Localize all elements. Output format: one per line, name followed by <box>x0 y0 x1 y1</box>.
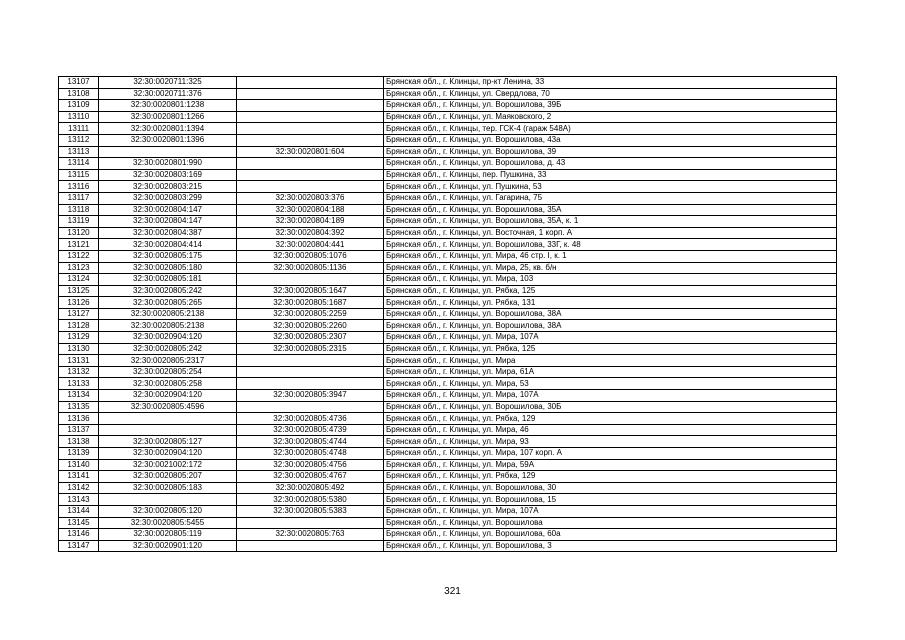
row-number-cell: 13119 <box>59 216 99 228</box>
table-row <box>59 123 837 135</box>
table-row <box>59 134 837 146</box>
row-number-cell: 13132 <box>59 366 99 378</box>
table-row <box>59 517 837 529</box>
table-row <box>59 88 837 100</box>
table-row <box>59 262 837 274</box>
table-row <box>59 250 837 262</box>
parent-cadastral-number-cell: 32:30:0020804:441 <box>237 239 384 251</box>
table-row <box>59 459 837 471</box>
row-number-cell: 13112 <box>59 134 99 146</box>
cadastral-number-cell: 32:30:0020805:207 <box>99 471 237 483</box>
cadastral-number-cell: 32:30:0020805:242 <box>99 343 237 355</box>
cadastral-number-cell: 32:30:0020711:325 <box>99 77 237 89</box>
cadastral-number-cell <box>99 413 237 425</box>
parent-cadastral-number-cell <box>237 274 384 286</box>
cadastral-number-cell: 32:30:0020711:376 <box>99 88 237 100</box>
parent-cadastral-number-cell: 32:30:0020805:4767 <box>237 471 384 483</box>
address-cell: Брянская обл., г. Клинцы, ул. Маяковского, 2 <box>384 111 837 123</box>
cadastral-number-cell: 32:30:0020904:120 <box>99 390 237 402</box>
address-cell: Брянская обл., г. Клинцы, ул. Ворошилова, 60а <box>384 529 837 541</box>
address-cell: Брянская обл., г. Клинцы, пер. Пушкина, 33 <box>384 169 837 181</box>
table-row <box>59 343 837 355</box>
table-row <box>59 216 837 228</box>
page-number: 321 <box>444 586 461 597</box>
table-row <box>59 285 837 297</box>
table-row <box>59 401 837 413</box>
address-cell: Брянская обл., г. Клинцы, ул. Мира, 46 стр. I, к. 1 <box>384 250 837 262</box>
address-cell: Брянская обл., г. Клинцы, ул. Мира, 93 <box>384 436 837 448</box>
cadastral-number-cell: 32:30:0020805:127 <box>99 436 237 448</box>
row-number-cell: 13147 <box>59 540 99 552</box>
cadastral-number-cell: 32:30:0020801:1394 <box>99 123 237 135</box>
parent-cadastral-number-cell: 32:30:0020805:763 <box>237 529 384 541</box>
table-row <box>59 355 837 367</box>
address-cell: Брянская обл., г. Клинцы, ул. Ворошилова, 30Б <box>384 401 837 413</box>
table-row <box>59 471 837 483</box>
cadastral-number-cell: 32:30:0020805:119 <box>99 529 237 541</box>
parent-cadastral-number-cell <box>237 111 384 123</box>
address-cell: Брянская обл., г. Клинцы, ул. Мира, 59А <box>384 459 837 471</box>
parent-cadastral-number-cell: 32:30:0020805:5380 <box>237 494 384 506</box>
row-number-cell: 13123 <box>59 262 99 274</box>
row-number-cell: 13145 <box>59 517 99 529</box>
property-table <box>58 76 837 552</box>
table-row <box>59 181 837 193</box>
parent-cadastral-number-cell: 32:30:0020804:392 <box>237 227 384 239</box>
address-cell: Брянская обл., г. Клинцы, ул. Рябка, 131 <box>384 297 837 309</box>
cadastral-number-cell: 32:30:0020901:120 <box>99 540 237 552</box>
row-number-cell: 13109 <box>59 100 99 112</box>
cadastral-number-cell: 32:30:0020805:175 <box>99 250 237 262</box>
address-cell: Брянская обл., г. Клинцы, пр-кт Ленина, 33 <box>384 77 837 89</box>
address-cell: Брянская обл., г. Клинцы, ул. Ворошилова, 38А <box>384 320 837 332</box>
address-cell: Брянская обл., г. Клинцы, ул. Ворошилова, д. 43 <box>384 158 837 170</box>
table-row <box>59 146 837 158</box>
parent-cadastral-number-cell: 32:30:0020805:5383 <box>237 505 384 517</box>
row-number-cell: 13131 <box>59 355 99 367</box>
parent-cadastral-number-cell: 32:30:0020805:492 <box>237 482 384 494</box>
table-row <box>59 169 837 181</box>
cadastral-number-cell: 32:30:0020805:181 <box>99 274 237 286</box>
table-row <box>59 111 837 123</box>
table-row <box>59 482 837 494</box>
cadastral-number-cell: 32:30:0020801:990 <box>99 158 237 170</box>
address-cell: Брянская обл., г. Клинцы, ул. Восточная, 1 корп. А <box>384 227 837 239</box>
cadastral-number-cell: 32:30:0020805:2138 <box>99 308 237 320</box>
address-cell: Брянская обл., г. Клинцы, ул. Ворошилова, 3 <box>384 540 837 552</box>
address-cell: Брянская обл., г. Клинцы, ул. Ворошилова, 39Б <box>384 100 837 112</box>
row-number-cell: 13133 <box>59 378 99 390</box>
cadastral-number-cell: 32:30:0020805:258 <box>99 378 237 390</box>
row-number-cell: 13142 <box>59 482 99 494</box>
address-cell: Брянская обл., г. Клинцы, ул. Ворошилова, 43а <box>384 134 837 146</box>
row-number-cell: 13113 <box>59 146 99 158</box>
row-number-cell: 13125 <box>59 285 99 297</box>
cadastral-number-cell <box>99 494 237 506</box>
row-number-cell: 13141 <box>59 471 99 483</box>
parent-cadastral-number-cell: 32:30:0020805:4736 <box>237 413 384 425</box>
parent-cadastral-number-cell: 32:30:0020804:189 <box>237 216 384 228</box>
cadastral-number-cell: 32:30:0020805:242 <box>99 285 237 297</box>
table-row <box>59 529 837 541</box>
parent-cadastral-number-cell <box>237 88 384 100</box>
address-cell: Брянская обл., г. Клинцы, ул. Мира, 107А <box>384 332 837 344</box>
table-row <box>59 413 837 425</box>
address-cell: Брянская обл., г. Клинцы, ул. Мира, 103 <box>384 274 837 286</box>
cadastral-number-cell: 32:30:0020805:2138 <box>99 320 237 332</box>
table-row <box>59 448 837 460</box>
table-row <box>59 320 837 332</box>
parent-cadastral-number-cell: 32:30:0020805:2307 <box>237 332 384 344</box>
cadastral-number-cell: 32:30:0020804:147 <box>99 216 237 228</box>
cadastral-number-cell: 32:30:0020804:387 <box>99 227 237 239</box>
table-row <box>59 192 837 204</box>
parent-cadastral-number-cell: 32:30:0020805:1136 <box>237 262 384 274</box>
cadastral-number-cell: 32:30:0020805:120 <box>99 505 237 517</box>
parent-cadastral-number-cell: 32:30:0020805:2315 <box>237 343 384 355</box>
address-cell: Брянская обл., г. Клинцы, ул. Мира, 25, кв. б/н <box>384 262 837 274</box>
property-table-body <box>59 77 837 552</box>
row-number-cell: 13143 <box>59 494 99 506</box>
table-row <box>59 158 837 170</box>
address-cell: Брянская обл., г. Клинцы, ул. Ворошилова, 39 <box>384 146 837 158</box>
parent-cadastral-number-cell: 32:30:0020805:4748 <box>237 448 384 460</box>
cadastral-number-cell: 32:30:0020801:1396 <box>99 134 237 146</box>
cadastral-number-cell: 32:30:0020803:215 <box>99 181 237 193</box>
address-cell: Брянская обл., г. Клинцы, ул. Мира, 107А <box>384 505 837 517</box>
parent-cadastral-number-cell: 32:30:0020805:2259 <box>237 308 384 320</box>
row-number-cell: 13118 <box>59 204 99 216</box>
parent-cadastral-number-cell <box>237 378 384 390</box>
row-number-cell: 13144 <box>59 505 99 517</box>
row-number-cell: 13117 <box>59 192 99 204</box>
row-number-cell: 13139 <box>59 448 99 460</box>
cadastral-number-cell: 32:30:0020801:1238 <box>99 100 237 112</box>
cadastral-number-cell: 32:30:0020805:265 <box>99 297 237 309</box>
cadastral-number-cell: 32:30:0020805:180 <box>99 262 237 274</box>
parent-cadastral-number-cell <box>237 366 384 378</box>
table-row <box>59 366 837 378</box>
row-number-cell: 13130 <box>59 343 99 355</box>
table-row <box>59 308 837 320</box>
row-number-cell: 13121 <box>59 239 99 251</box>
row-number-cell: 13115 <box>59 169 99 181</box>
parent-cadastral-number-cell: 32:30:0020805:1076 <box>237 250 384 262</box>
cadastral-number-cell: 32:30:0020804:147 <box>99 204 237 216</box>
parent-cadastral-number-cell: 32:30:0020804:188 <box>237 204 384 216</box>
row-number-cell: 13127 <box>59 308 99 320</box>
table-row <box>59 332 837 344</box>
table-row <box>59 540 837 552</box>
table-row <box>59 297 837 309</box>
row-number-cell: 13134 <box>59 390 99 402</box>
cadastral-number-cell: 32:30:0020904:120 <box>99 448 237 460</box>
row-number-cell: 13126 <box>59 297 99 309</box>
row-number-cell: 13114 <box>59 158 99 170</box>
parent-cadastral-number-cell: 32:30:0020805:1687 <box>237 297 384 309</box>
address-cell: Брянская обл., г. Клинцы, ул. Рябка, 125 <box>384 285 837 297</box>
table-row <box>59 436 837 448</box>
address-cell: Брянская обл., г. Клинцы, ул. Ворошилова, 35А <box>384 204 837 216</box>
parent-cadastral-number-cell <box>237 158 384 170</box>
table-row <box>59 77 837 89</box>
cadastral-number-cell: 32:30:0021002:172 <box>99 459 237 471</box>
address-cell: Брянская обл., г. Клинцы, ул. Пушкина, 53 <box>384 181 837 193</box>
address-cell: Брянская обл., г. Клинцы, ул. Ворошилова, 15 <box>384 494 837 506</box>
address-cell: Брянская обл., г. Клинцы, ул. Рябка, 129 <box>384 413 837 425</box>
parent-cadastral-number-cell <box>237 134 384 146</box>
cadastral-number-cell: 32:30:0020801:1266 <box>99 111 237 123</box>
row-number-cell: 13110 <box>59 111 99 123</box>
parent-cadastral-number-cell <box>237 169 384 181</box>
address-cell: Брянская обл., г. Клинцы, ул. Мира, 61А <box>384 366 837 378</box>
address-cell: Брянская обл., г. Клинцы, ул. Рябка, 125 <box>384 343 837 355</box>
address-cell: Брянская обл., г. Клинцы, ул. Мира, 53 <box>384 378 837 390</box>
row-number-cell: 13128 <box>59 320 99 332</box>
parent-cadastral-number-cell <box>237 100 384 112</box>
parent-cadastral-number-cell <box>237 123 384 135</box>
address-cell: Брянская обл., г. Клинцы, ул. Ворошилова <box>384 517 837 529</box>
address-cell: Брянская обл., г. Клинцы, ул. Рябка, 129 <box>384 471 837 483</box>
row-number-cell: 13140 <box>59 459 99 471</box>
cadastral-number-cell: 32:30:0020803:169 <box>99 169 237 181</box>
parent-cadastral-number-cell <box>237 517 384 529</box>
parent-cadastral-number-cell <box>237 401 384 413</box>
cadastral-number-cell: 32:30:0020805:4596 <box>99 401 237 413</box>
cadastral-number-cell <box>99 424 237 436</box>
table-row <box>59 378 837 390</box>
address-cell: Брянская обл., г. Клинцы, ул. Гагарина, 75 <box>384 192 837 204</box>
table-row <box>59 390 837 402</box>
address-cell: Брянская обл., г. Клинцы, ул. Ворошилова, 30 <box>384 482 837 494</box>
address-cell: Брянская обл., г. Клинцы, ул. Мира, 46 <box>384 424 837 436</box>
address-cell: Брянская обл., г. Клинцы, ул. Мира, 107 корп. А <box>384 448 837 460</box>
parent-cadastral-number-cell: 32:30:0020805:4739 <box>237 424 384 436</box>
parent-cadastral-number-cell: 32:30:0020801:604 <box>237 146 384 158</box>
cadastral-number-cell: 32:30:0020803:299 <box>99 192 237 204</box>
cadastral-number-cell: 32:30:0020805:2317 <box>99 355 237 367</box>
row-number-cell: 13136 <box>59 413 99 425</box>
address-cell: Брянская обл., г. Клинцы, ул. Мира, 107А <box>384 390 837 402</box>
table-row <box>59 239 837 251</box>
parent-cadastral-number-cell <box>237 77 384 89</box>
address-cell: Брянская обл., г. Клинцы, ул. Ворошилова, 35А, к. 1 <box>384 216 837 228</box>
row-number-cell: 13138 <box>59 436 99 448</box>
parent-cadastral-number-cell: 32:30:0020805:2260 <box>237 320 384 332</box>
cadastral-number-cell: 32:30:0020805:183 <box>99 482 237 494</box>
table-row <box>59 204 837 216</box>
row-number-cell: 13120 <box>59 227 99 239</box>
parent-cadastral-number-cell <box>237 181 384 193</box>
row-number-cell: 13116 <box>59 181 99 193</box>
row-number-cell: 13129 <box>59 332 99 344</box>
cadastral-number-cell: 32:30:0020805:254 <box>99 366 237 378</box>
table-row <box>59 274 837 286</box>
row-number-cell: 13122 <box>59 250 99 262</box>
address-cell: Брянская обл., г. Клинцы, ул. Свердлова, 70 <box>384 88 837 100</box>
parent-cadastral-number-cell <box>237 540 384 552</box>
parent-cadastral-number-cell <box>237 355 384 367</box>
address-cell: Брянская обл., г. Клинцы, тер. ГСК-4 (гараж 548А) <box>384 123 837 135</box>
address-cell: Брянская обл., г. Клинцы, ул. Ворошилова, 33Г, к. 48 <box>384 239 837 251</box>
row-number-cell: 13135 <box>59 401 99 413</box>
parent-cadastral-number-cell: 32:30:0020805:1647 <box>237 285 384 297</box>
table-row <box>59 424 837 436</box>
row-number-cell: 13108 <box>59 88 99 100</box>
table-row <box>59 227 837 239</box>
row-number-cell: 13146 <box>59 529 99 541</box>
row-number-cell: 13124 <box>59 274 99 286</box>
row-number-cell: 13111 <box>59 123 99 135</box>
cadastral-number-cell: 32:30:0020805:5455 <box>99 517 237 529</box>
parent-cadastral-number-cell: 32:30:0020805:3947 <box>237 390 384 402</box>
parent-cadastral-number-cell: 32:30:0020805:4756 <box>237 459 384 471</box>
parent-cadastral-number-cell: 32:30:0020805:4744 <box>237 436 384 448</box>
cadastral-number-cell <box>99 146 237 158</box>
table-row <box>59 100 837 112</box>
table-row <box>59 494 837 506</box>
row-number-cell: 13137 <box>59 424 99 436</box>
address-cell: Брянская обл., г. Клинцы, ул. Ворошилова, 38А <box>384 308 837 320</box>
parent-cadastral-number-cell: 32:30:0020803:376 <box>237 192 384 204</box>
cadastral-number-cell: 32:30:0020804:414 <box>99 239 237 251</box>
row-number-cell: 13107 <box>59 77 99 89</box>
cadastral-number-cell: 32:30:0020904:120 <box>99 332 237 344</box>
address-cell: Брянская обл., г. Клинцы, ул. Мира <box>384 355 837 367</box>
table-row <box>59 505 837 517</box>
